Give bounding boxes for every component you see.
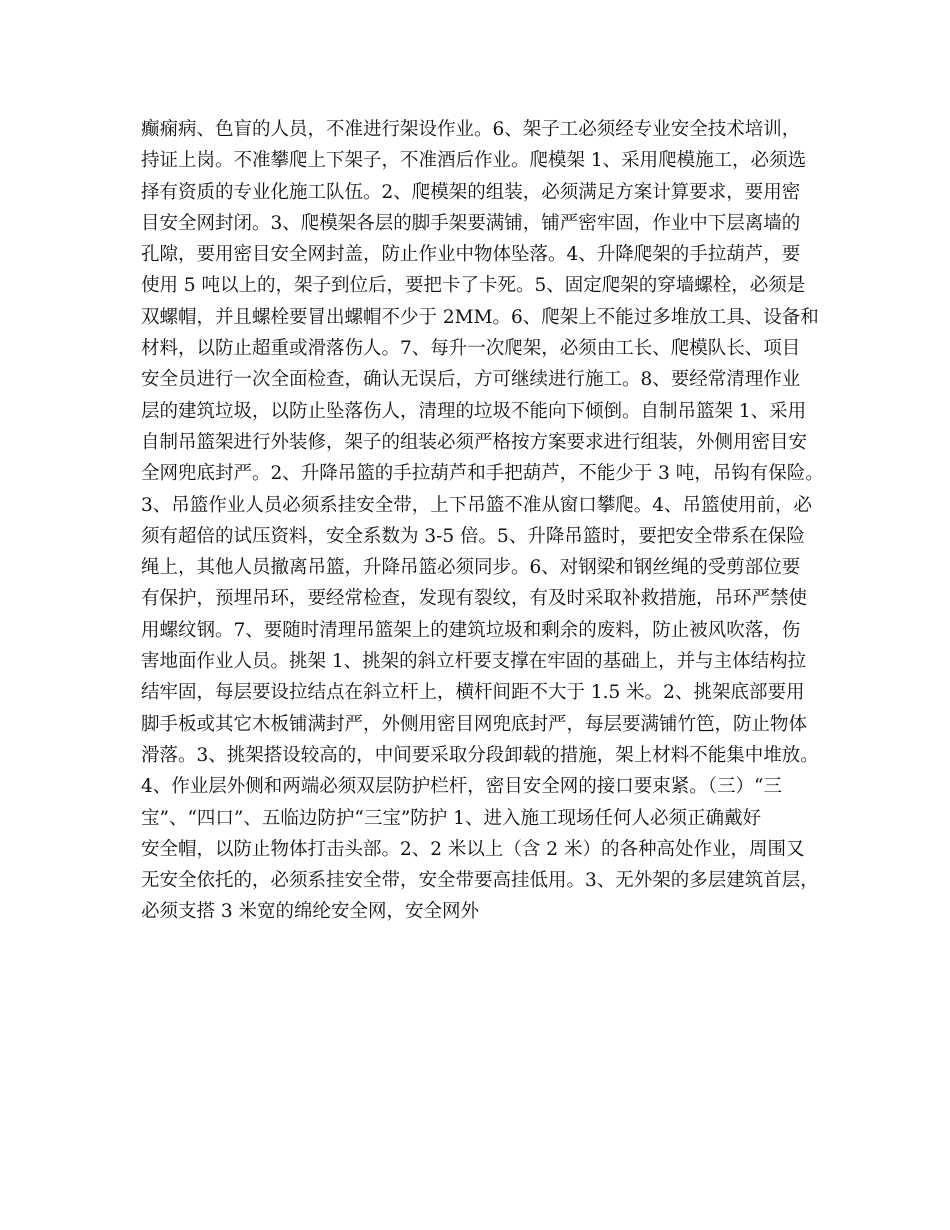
text-line: 滑落。3、挑架搭设较高的，中间要采取分段卸载的措施，架上材料不能集中堆放。 [141,744,819,766]
text-line: 必须支搭 3 米宽的绵纶安全网，安全网外 [141,901,480,923]
text-line: 使用 5 吨以上的，架子到位后，要把卡了卡死。5、固定爬架的穿墙螺栓，必须是 [141,275,806,297]
text-line: 材料，以防止超重或滑落伤人。7、每升一次爬架，必须由工长、爬模队长、项目 [141,338,801,360]
text-line: 有保护，预埋吊环，要经常检查，发现有裂纹，有及时采取补救措施，吊环严禁使 [141,588,808,610]
text-line: 用螺纹钢。7、要随时清理吊篮架上的建筑垃圾和剩余的废料，防止被风吹落，伤 [141,619,801,641]
text-line: 结牢固，每层要设拉结点在斜立杆上，横杆间距不大于 1.5 米。2、挑架底部要用 [141,682,805,704]
text-line: 层的建筑垃圾，以防止坠落伤人，清理的垃圾不能向下倾倒。自制吊篮架 1、采用 [141,400,807,422]
text-line: 宝”、“四口”、五临边防护“三宝”防护 1、进入施工现场任何人必须正确戴好 [141,807,761,829]
text-line: 孔隙，要用密目安全网封盖，防止作业中物体坠落。4、升降爬架的手拉葫芦，要 [141,244,801,266]
text-line: 择有资质的专业化施工队伍。2、爬模架的组装，必须满足方案计算要求，要用密 [141,181,801,203]
text-line: 害地面作业人员。挑架 1、挑架的斜立杆要支撑在牢固的基础上，并与主体结构拉 [141,651,807,673]
body-text [141,114,831,928]
text-line: 须有超倍的试压资料，安全系数为 3-5 倍。5、升降吊篮时，要把安全带系在保险 [141,525,805,547]
text-line: 脚手板或其它木板铺满封严，外侧用密目网兜底封严，每层要满铺竹笆，防止物体 [141,713,808,735]
text-line: 双螺帽，并且螺栓要冒出螺帽不少于 2MM。6、爬架上不能过多堆放工具、设备和 [141,306,819,328]
text-line: 目安全网封闭。3、爬模架各层的脚手架要满铺，铺严密牢固，作业中下层离墙的 [141,212,801,234]
text-line: 癫痫病、色盲的人员，不准进行架设作业。6、架子工必须经专业安全技术培训， [141,119,801,140]
text-line: 安全帽，以防止物体打击头部。2、2 米以上（含 2 米）的各种高处作业，周围又 [141,838,805,860]
text-line: 持证上岗。不准攀爬上下架子，不准酒后作业。爬模架 1、采用爬模施工，必须选 [141,150,807,172]
text-line: 绳上，其他人员撤离吊篮，升降吊篮必须同步。6、对钢梁和钢丝绳的受剪部位要 [141,557,801,579]
text-line: 3、吊篮作业人员必须系挂安全带，上下吊篮不准从窗口攀爬。4、吊篮使用前，必 [141,494,813,516]
text-line: 安全员进行一次全面检查，确认无误后，方可继续进行施工。8、要经常清理作业 [141,369,801,391]
text-line: 全网兜底封严。2、升降吊篮的手拉葫芦和手把葫芦，不能少于 3 吨，吊钩有保险。 [141,463,824,485]
text-line: 自制吊篮架进行外装修，架子的组装必须严格按方案要求进行组装，外侧用密目安 [141,431,808,453]
text-line: 4、作业层外侧和两端必须双层防护栏杆，密目安全网的接口要束紧。（三）“三 [141,776,782,798]
text-line: 无安全依托的，必须系挂安全带，安全带要高挂低用。3、无外架的多层建筑首层， [141,870,819,892]
